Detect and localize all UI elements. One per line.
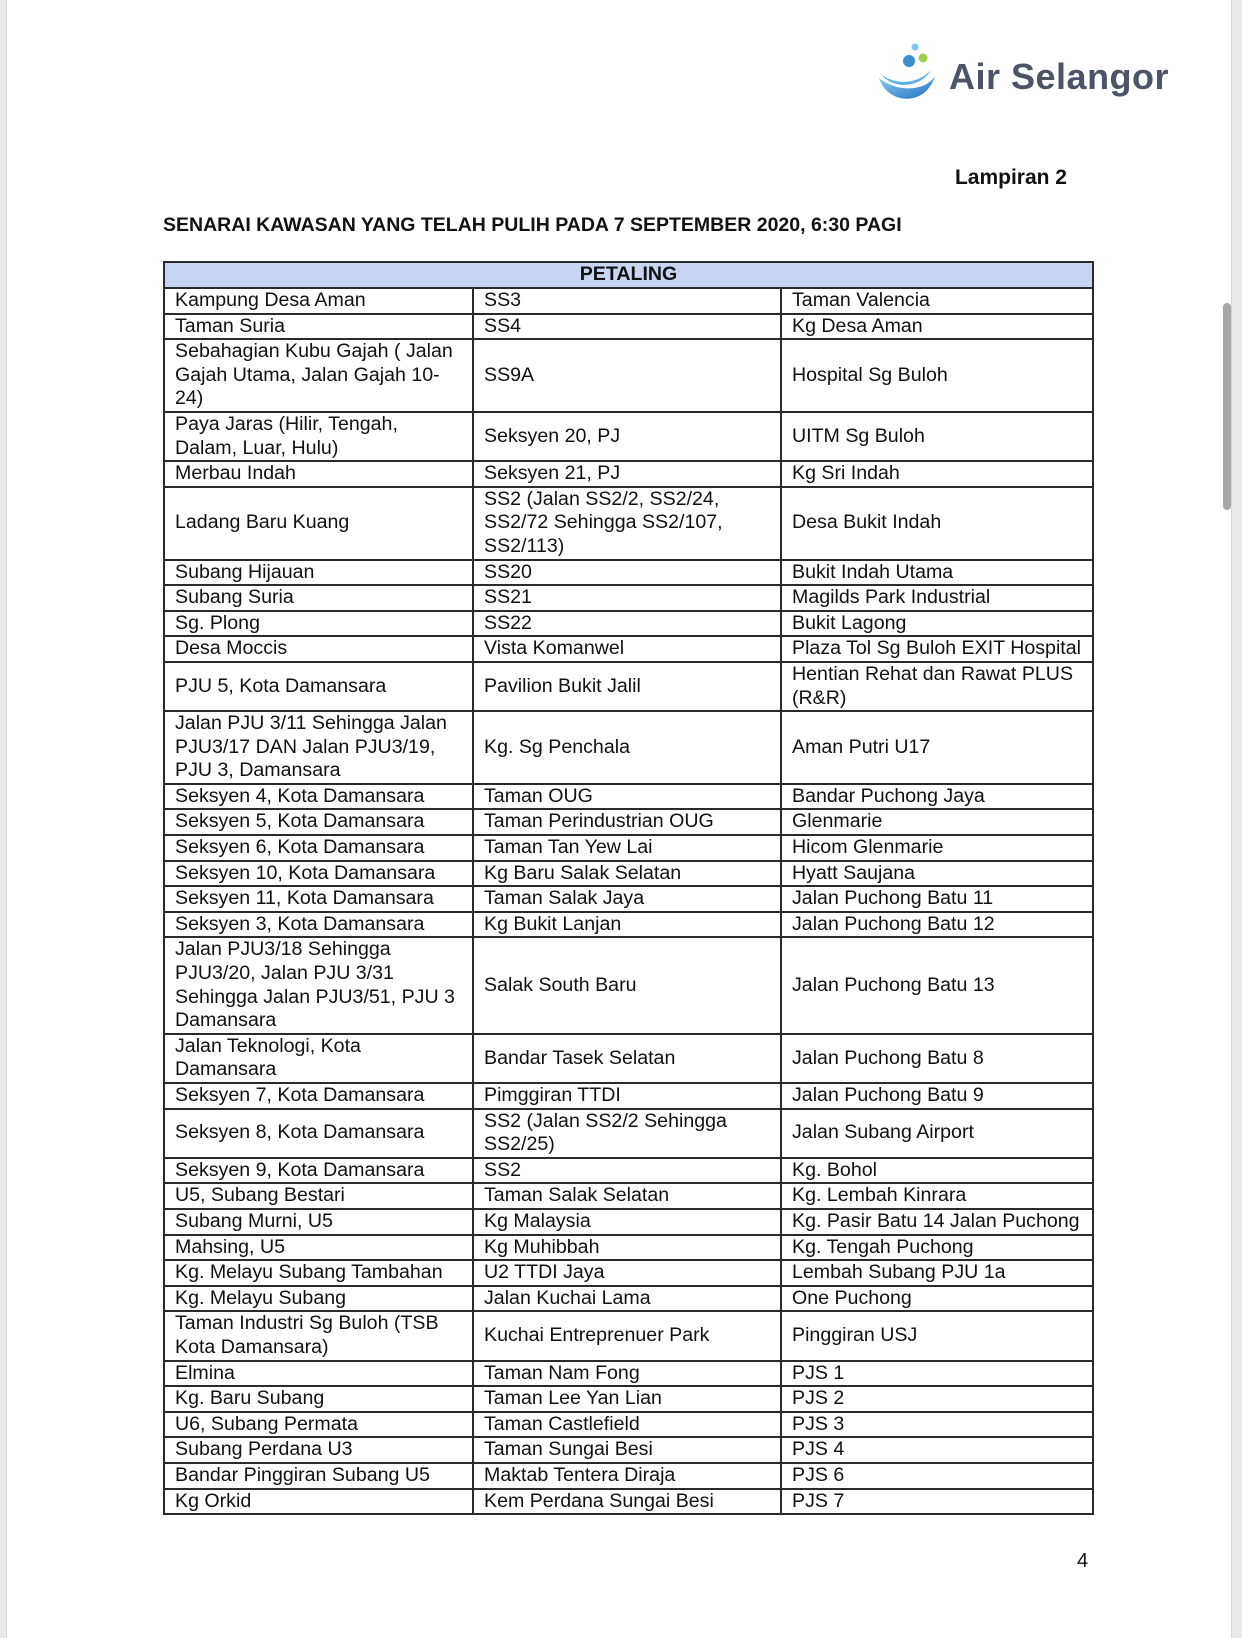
table-cell: Hospital Sg Buloh <box>781 339 1093 412</box>
table-cell: Taman Industri Sg Buloh (TSB Kota Damansara) <box>164 1311 473 1360</box>
table-cell: Subang Suria <box>164 585 473 611</box>
table-row <box>164 1235 1093 1261</box>
table-body <box>164 288 1093 1514</box>
table-row <box>164 412 1093 461</box>
table-row <box>164 1437 1093 1463</box>
table-cell: Kg. Baru Subang <box>164 1386 473 1412</box>
table-cell: Glenmarie <box>781 809 1093 835</box>
table-cell: PJS 7 <box>781 1489 1093 1515</box>
restored-areas-table <box>163 261 1094 1515</box>
table-row <box>164 1286 1093 1312</box>
table-cell: U2 TTDI Jaya <box>473 1260 781 1286</box>
table-cell: Kg. Melayu Subang <box>164 1286 473 1312</box>
table-row <box>164 611 1093 637</box>
table-cell: Taman Castlefield <box>473 1412 781 1438</box>
table-cell: Taman Salak Selatan <box>473 1183 781 1209</box>
table-cell: Mahsing, U5 <box>164 1235 473 1261</box>
table-cell: SS20 <box>473 560 781 586</box>
table-cell: SS21 <box>473 585 781 611</box>
table-cell: PJS 6 <box>781 1463 1093 1489</box>
table-cell: Seksyen 10, Kota Damansara <box>164 861 473 887</box>
table-cell: PJU 5, Kota Damansara <box>164 662 473 711</box>
table-cell: Desa Moccis <box>164 636 473 662</box>
table-cell: Sg. Plong <box>164 611 473 637</box>
table-row <box>164 1311 1093 1360</box>
table-row <box>164 560 1093 586</box>
table-cell: Seksyen 5, Kota Damansara <box>164 809 473 835</box>
table-cell: Seksyen 20, PJ <box>473 412 781 461</box>
table-cell: PJS 2 <box>781 1386 1093 1412</box>
table-row <box>164 1412 1093 1438</box>
table-cell: Taman Salak Jaya <box>473 886 781 912</box>
table-cell: Seksyen 7, Kota Damansara <box>164 1083 473 1109</box>
table-row <box>164 636 1093 662</box>
table-cell: Pinggiran USJ <box>781 1311 1093 1360</box>
table-cell: SS2 (Jalan SS2/2, SS2/24, SS2/72 Sehingga SS2/107, SS2/113) <box>473 487 781 560</box>
table-cell: Kg Baru Salak Selatan <box>473 861 781 887</box>
table-row <box>164 937 1093 1033</box>
table-row <box>164 1386 1093 1412</box>
table-cell: U5, Subang Bestari <box>164 1183 473 1209</box>
table-row <box>164 784 1093 810</box>
table-row <box>164 1260 1093 1286</box>
table-cell: Taman Lee Yan Lian <box>473 1386 781 1412</box>
table-cell: Kg Malaysia <box>473 1209 781 1235</box>
table-cell: Jalan Puchong Batu 9 <box>781 1083 1093 1109</box>
annex-label: Lampiran 2 <box>954 166 1067 189</box>
table-cell: Kg Muhibbah <box>473 1235 781 1261</box>
table-cell: UITM Sg Buloh <box>781 412 1093 461</box>
table-cell: SS22 <box>473 611 781 637</box>
table-cell: Kg Desa Aman <box>781 314 1093 340</box>
table-cell: Seksyen 21, PJ <box>473 461 781 487</box>
table-row <box>164 1083 1093 1109</box>
table-cell: Jalan Teknologi, Kota Damansara <box>164 1034 473 1083</box>
page-number: 4 <box>1077 1550 1089 1572</box>
water-drop-icon <box>877 38 947 108</box>
table-cell: Pavilion Bukit Jalil <box>473 662 781 711</box>
table-row <box>164 288 1093 314</box>
table-cell: Subang Murni, U5 <box>164 1209 473 1235</box>
air-selangor-logo <box>877 38 1187 108</box>
table-cell: Kg. Melayu Subang Tambahan <box>164 1260 473 1286</box>
table-cell: Aman Putri U17 <box>781 711 1093 784</box>
table-cell: Subang Perdana U3 <box>164 1437 473 1463</box>
table-cell: Kg Sri Indah <box>781 461 1093 487</box>
table-cell: Jalan Subang Airport <box>781 1109 1093 1158</box>
table-cell: Jalan Puchong Batu 11 <box>781 886 1093 912</box>
document-title: SENARAI KAWASAN YANG TELAH PULIH PADA 7 SEPTEMBER 2020, 6:30 PAGI <box>163 214 902 236</box>
table-cell: Bandar Pinggiran Subang U5 <box>164 1463 473 1489</box>
table-cell: Merbau Indah <box>164 461 473 487</box>
table-cell: Bandar Tasek Selatan <box>473 1034 781 1083</box>
table-cell: Maktab Tentera Diraja <box>473 1463 781 1489</box>
table-cell: Taman Valencia <box>781 288 1093 314</box>
table-cell: Hicom Glenmarie <box>781 835 1093 861</box>
table-row <box>164 1463 1093 1489</box>
vertical-scrollbar[interactable] <box>1223 303 1231 510</box>
table-cell: Taman OUG <box>473 784 781 810</box>
table-cell: Jalan Puchong Batu 12 <box>781 912 1093 938</box>
table-row <box>164 912 1093 938</box>
table-cell: Seksyen 4, Kota Damansara <box>164 784 473 810</box>
table-cell: Jalan Puchong Batu 8 <box>781 1034 1093 1083</box>
table-row <box>164 1489 1093 1515</box>
table-cell: Seksyen 11, Kota Damansara <box>164 886 473 912</box>
table-cell: Bukit Indah Utama <box>781 560 1093 586</box>
table-cell: Taman Perindustrian OUG <box>473 809 781 835</box>
table-cell: Hyatt Saujana <box>781 861 1093 887</box>
table-cell: Jalan PJU 3/11 Sehingga Jalan PJU3/17 DAN Jalan PJU3/19, PJU 3, Damansara <box>164 711 473 784</box>
table-cell: Taman Sungai Besi <box>473 1437 781 1463</box>
table-row <box>164 1361 1093 1387</box>
table-cell: Kg. Lembah Kinrara <box>781 1183 1093 1209</box>
table-cell: Taman Suria <box>164 314 473 340</box>
table-cell: Kg. Tengah Puchong <box>781 1235 1093 1261</box>
table-cell: SS2 (Jalan SS2/2 Sehingga SS2/25) <box>473 1109 781 1158</box>
table-row <box>164 1109 1093 1158</box>
table-cell: PJS 1 <box>781 1361 1093 1387</box>
table-row <box>164 809 1093 835</box>
table-cell: Desa Bukit Indah <box>781 487 1093 560</box>
table-cell: SS3 <box>473 288 781 314</box>
table-cell: Kg. Sg Penchala <box>473 711 781 784</box>
table-row <box>164 585 1093 611</box>
table-cell: Seksyen 8, Kota Damansara <box>164 1109 473 1158</box>
table-cell: SS9A <box>473 339 781 412</box>
table-row <box>164 711 1093 784</box>
table-row <box>164 1183 1093 1209</box>
table-row <box>164 339 1093 412</box>
table-cell: Sebahagian Kubu Gajah ( Jalan Gajah Utama, Jalan Gajah 10-24) <box>164 339 473 412</box>
table-row <box>164 886 1093 912</box>
table-row <box>164 487 1093 560</box>
table-cell: Seksyen 6, Kota Damansara <box>164 835 473 861</box>
table-cell: PJS 4 <box>781 1437 1093 1463</box>
table-cell: One Puchong <box>781 1286 1093 1312</box>
table-cell: Kg. Bohol <box>781 1158 1093 1184</box>
table-cell: Kg Orkid <box>164 1489 473 1515</box>
table-row <box>164 314 1093 340</box>
table-cell: Jalan Kuchai Lama <box>473 1286 781 1312</box>
table-cell: Subang Hijauan <box>164 560 473 586</box>
table-cell: Hentian Rehat dan Rawat PLUS (R&R) <box>781 662 1093 711</box>
table-row <box>164 835 1093 861</box>
table-cell: PJS 3 <box>781 1412 1093 1438</box>
table-cell: Plaza Tol Sg Buloh EXIT Hospital <box>781 636 1093 662</box>
table-cell: Elmina <box>164 1361 473 1387</box>
table-cell: U6, Subang Permata <box>164 1412 473 1438</box>
table-row <box>164 861 1093 887</box>
table-cell: Taman Tan Yew Lai <box>473 835 781 861</box>
table-cell: Kg Bukit Lanjan <box>473 912 781 938</box>
table-row <box>164 1158 1093 1184</box>
table-cell: Ladang Baru Kuang <box>164 487 473 560</box>
table-row <box>164 461 1093 487</box>
table-cell: SS2 <box>473 1158 781 1184</box>
table-cell: Pimggiran TTDI <box>473 1083 781 1109</box>
table-cell: Seksyen 9, Kota Damansara <box>164 1158 473 1184</box>
table-cell: Kg. Pasir Batu 14 Jalan Puchong <box>781 1209 1093 1235</box>
table-row <box>164 1034 1093 1083</box>
table-cell: Seksyen 3, Kota Damansara <box>164 912 473 938</box>
table-cell: Magilds Park Industrial <box>781 585 1093 611</box>
logo-text: Air Selangor <box>949 56 1170 97</box>
table-row <box>164 1209 1093 1235</box>
table-cell: Kem Perdana Sungai Besi <box>473 1489 781 1515</box>
table-cell: Kampung Desa Aman <box>164 288 473 314</box>
table-cell: Salak South Baru <box>473 937 781 1033</box>
table-cell: SS4 <box>473 314 781 340</box>
table-cell: Vista Komanwel <box>473 636 781 662</box>
table-cell: Taman Nam Fong <box>473 1361 781 1387</box>
table-cell: Paya Jaras (Hilir, Tengah, Dalam, Luar, Hulu) <box>164 412 473 461</box>
document-page <box>6 0 1232 1638</box>
table-cell: Jalan Puchong Batu 13 <box>781 937 1093 1033</box>
table-cell: Lembah Subang PJU 1a <box>781 1260 1093 1286</box>
table-row <box>164 662 1093 711</box>
table-cell: Jalan PJU3/18 Sehingga PJU3/20, Jalan PJU 3/31 Sehingga Jalan PJU3/51, PJU 3 Damansara <box>164 937 473 1033</box>
table-cell: Bandar Puchong Jaya <box>781 784 1093 810</box>
district-header: PETALING <box>164 262 1093 288</box>
table-cell: Bukit Lagong <box>781 611 1093 637</box>
table-cell: Kuchai Entreprenuer Park <box>473 1311 781 1360</box>
